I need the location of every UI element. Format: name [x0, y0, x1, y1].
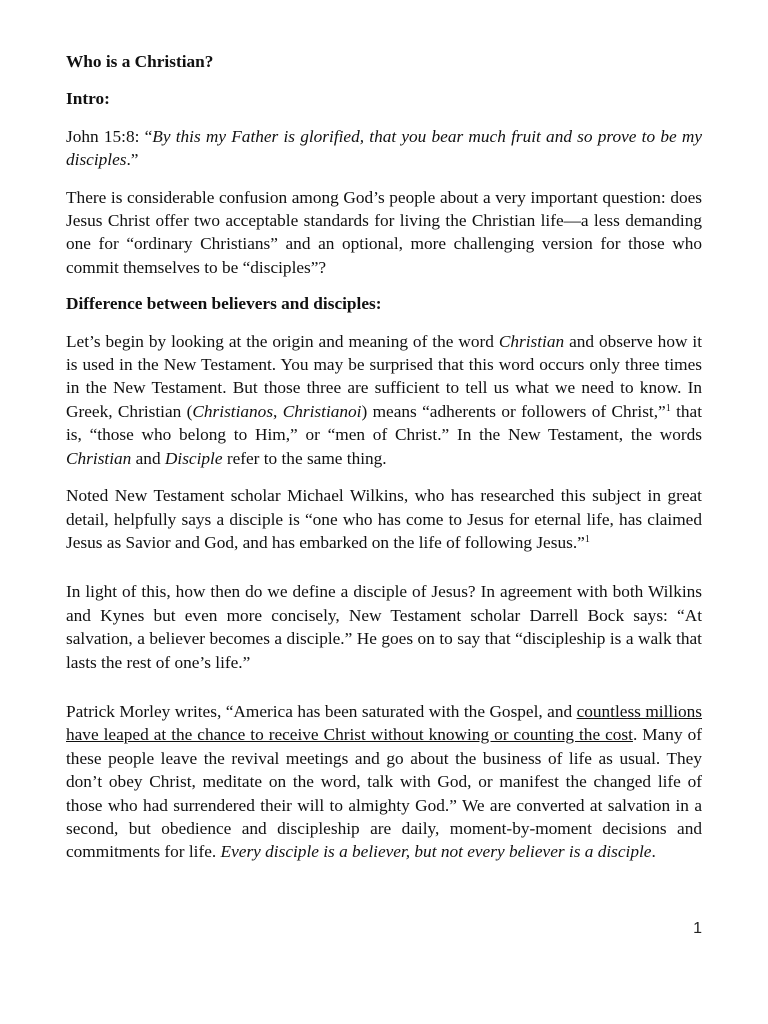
verse-paragraph: [66, 125, 702, 172]
wilkins-paragraph: Noted New Testament scholar Michael Wilkins, who has researched this subject in great detail, helpfully says a disciple is “one who has come to Jesus for eternal life, has claimed Jesus as Savior and God, and has embarked on the life of following Jesus.”$^1$: [66, 486, 702, 552]
difference-heading: Difference between believers and disciples:: [66, 294, 382, 314]
closing-statement: Every disciple is a believer, but not every believer is a disciple: [220, 842, 652, 862]
document-title: Who is a Christian?: [66, 52, 214, 71]
verse-reference: John 15:8: “: [66, 126, 153, 146]
verse-text: By this my Father is glorified, that you bear much fruit and so prove to be my disciples: [66, 126, 702, 170]
page-number: 1: [693, 920, 702, 937]
italic-term: Disciple: [164, 448, 223, 468]
bock-paragraph: In light of this, how then do we define a disciple of Jesus? In agreement with both Wilkins and Kynes but even more concisely, New Testament scholar Darrell Bock says: “At salvation, a believer becomes a disciple.” He goes on to say that “discipleship is a walk that lasts the rest of one’s life.”: [66, 582, 702, 672]
morley-paragraph: Patrick Morley writes, “America has been saturated with the Gospel, and countless millions have leaped at the chance to receive Christ without knowing or counting the cost. Many of these people leave the revival meetings and go about the business of life as usual. They don’t obey Christ, meditate on the word, talk with God, or manifest the changed life of those who had surrendered their will to almighty God.” We are converted at salvation in a second, but obedience and discipleship are daily, moment-by-moment decisions and commitments for life. Every disciple is a believer, but not every believer is a disciple.: [66, 701, 702, 862]
italic-term: Christianos: [192, 401, 274, 421]
intro-heading: Intro:: [66, 89, 110, 109]
confusion-paragraph: There is considerable confusion among God’s people about a very important question: does Jesus Christ offer two acceptable standards for living the Christian life—a less demanding one for “ordinary Christians” and an optional, more challenging version for those who commit themselves to be “disciples”?: [66, 187, 702, 277]
italic-term: Christian: [498, 331, 565, 351]
origin-paragraph: Let’s begin by looking at the origin and meaning of the word Christian and observe how it is used in the New Testament. You may be surprised that this word occurs only three times in the New Testament. But those three are sufficient to tell us what we need to know. In Greek, Christian (Christianos, Christianoi) means “adherents or followers of Christ,”$^1$ that is, “those who belong to Him,” or “men of Christ.” In the New Testament, the words Christian and Disciple refer to the same thing.: [66, 331, 703, 468]
italic-term: Christian: [66, 448, 132, 468]
italic-term: Christianoi: [282, 401, 362, 421]
verse-close: .”: [126, 150, 139, 170]
underlined-quote: countless millions have leaped at the chance to receive Christ without knowing or counting the cost: [66, 701, 702, 745]
footnote-marker: 1: [584, 533, 590, 545]
footnote-marker: 1: [665, 402, 671, 414]
